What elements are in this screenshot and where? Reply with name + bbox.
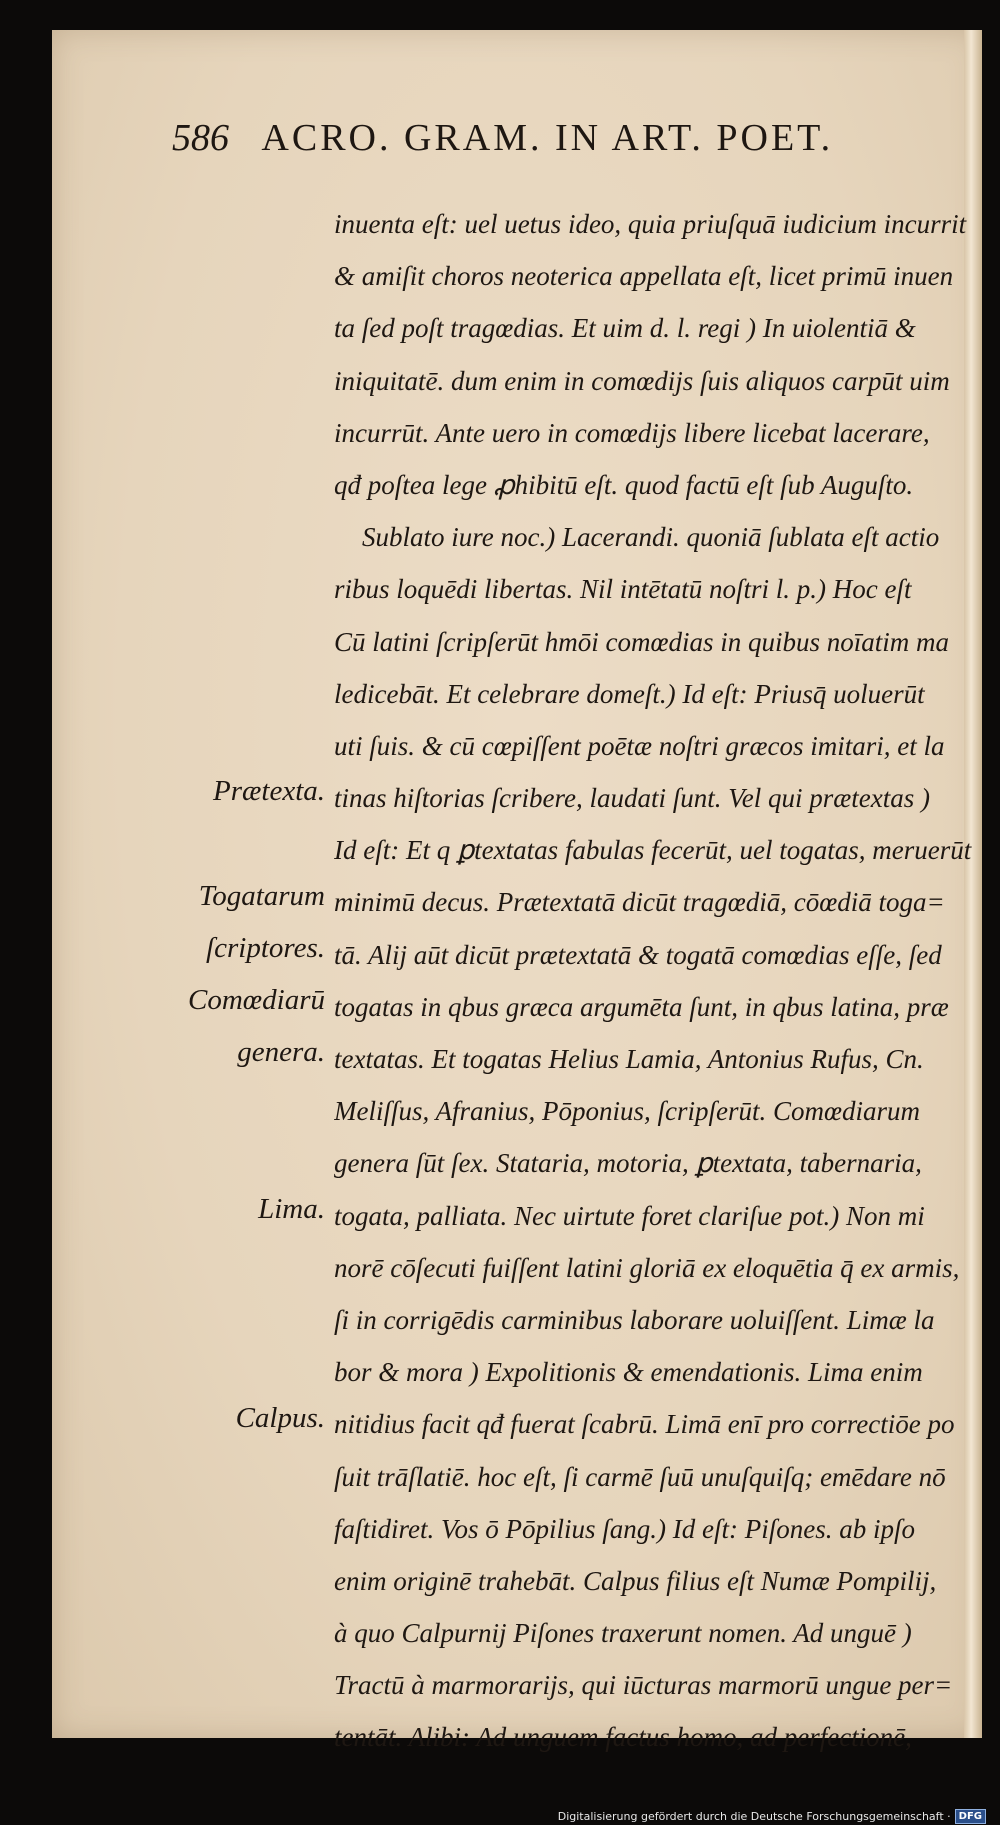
text-line: enim originē trahebāt. Calpus filius eſt Numæ Pompilij, <box>334 1565 937 1596</box>
text-line: ſuit trāſlatiē. hoc eſt, ſi carmē ſuū unuſquiſq; emēdare nō <box>334 1461 946 1492</box>
margin-note: Calpus. <box>235 1402 325 1434</box>
book-page <box>52 30 982 1753</box>
text-line: Tractū à marmorarijs, qui iūcturas marmorū ungue per= <box>334 1670 953 1701</box>
text-line: à quo Calpurnij Piſones traxerunt nomen. Ad unguē ) <box>334 1618 912 1649</box>
text-line: Id eſt: Et q ꝑtextatas fabulas fecerūt, uel togatas, meruerūt <box>334 835 972 866</box>
digitization-credit <box>558 1808 986 1824</box>
text-line: norē cōſecuti fuiſſent latini gloriā ex eloquētia q̄ ex armis, <box>334 1252 960 1283</box>
text-line: incurrūt. Ante uero in comœdijs libere licebat lacerare, <box>334 417 930 448</box>
text-line: ſi in corrigēdis carminibus laborare uoluiſſent. Limæ la <box>334 1304 935 1335</box>
main-text <box>334 198 1000 1764</box>
running-title: ACRO. GRAM. IN ART. POET. <box>261 117 834 159</box>
text-line: tā. Alij aūt dicūt prætextatā & togatā comœdias eſſe, ſed <box>334 939 942 970</box>
text-line: & amiſit choros neoterica appellata eſt, licet primū inuen <box>334 261 954 292</box>
page-number: 586 <box>172 117 229 159</box>
text-line: genera ſūt ſex. Stataria, motoria, ꝑtextata, tabernaria, <box>334 1148 922 1179</box>
margin-note: ſcriptores. <box>206 932 325 964</box>
text-line: qđ poſtea lege ꝓhibitū eſt. quod factū eſt ſub Auguſto. <box>334 469 914 500</box>
margin-note: genera. <box>237 1036 325 1068</box>
text-line: bor & mora ) Expolitionis & emendationis. Lima enim <box>334 1357 923 1388</box>
text-line: faſtidiret. Vos ō Pōpilius ſang.) Id eſt: Piſones. ab ipſo <box>334 1513 915 1544</box>
text-line: Sublato iure noc.) Lacerandi. quoniā ſublata eſt actio <box>362 522 940 553</box>
text-line: textatas. Et togatas Helius Lamia, Antonius Rufus, Cn. <box>334 1044 924 1074</box>
dfg-logo: DFG <box>955 1809 986 1824</box>
text-line: togatas in qbus græca argumēta ſunt, in qbus latina, præ <box>334 991 949 1022</box>
text-line: nitidius facit qđ fuerat ſcabrū. Limā enī pro correctiōe po <box>334 1409 955 1440</box>
margin-note: Lima. <box>258 1193 325 1225</box>
text-line: tinas hiſtorias ſcribere, laudati ſunt. Vel qui prætextas ) <box>334 783 930 814</box>
text-line: ribus loquēdi libertas. Nil intētatū noſtri l. p.) Hoc eſt <box>334 574 912 605</box>
text-line: tentāt. Alibi: Ad unguem factus homo, ad perfectionē, <box>334 1722 912 1753</box>
running-header <box>172 116 1000 160</box>
margin-note: Comœdiarū <box>188 984 325 1016</box>
credit-text: Digitalisierung gefördert durch die Deutsche Forschungsgemeinschaft · <box>557 1809 951 1823</box>
text-line: Meliſſus, Afranius, Pōponius, ſcripſerūt. Comœdiarum <box>334 1096 921 1127</box>
margin-note: Prætexta. <box>213 775 325 807</box>
text-line: iniquitatē. dum enim in comœdijs ſuis aliquos carpūt uim <box>334 365 950 396</box>
text-line: ledicebāt. Et celebrare domeſt.) Id eſt: Priusq̄ uoluerūt <box>334 678 925 709</box>
text-line: ta ſed poſt tragœdias. Et uim d. l. regi ) In uiolentiā & <box>334 313 916 344</box>
text-line: minimū decus. Prætextatā dicūt tragœdiā, cōœdiā toga= <box>334 887 945 918</box>
text-line: togata, palliata. Nec uirtute foret clariſue pot.) Non mi <box>334 1200 925 1231</box>
text-line: Cū latini ſcripſerūt hmōi comœdias in quibus noīatim ma <box>334 626 950 657</box>
text-line: inuenta eſt: uel uetus ideo, quia priuſquā iudicium incurrit <box>334 209 967 239</box>
margin-note: Togatarum <box>198 880 325 912</box>
text-line: uti ſuis. & cū cœpiſſent poētæ noſtri græcos imitari, et la <box>334 730 945 761</box>
